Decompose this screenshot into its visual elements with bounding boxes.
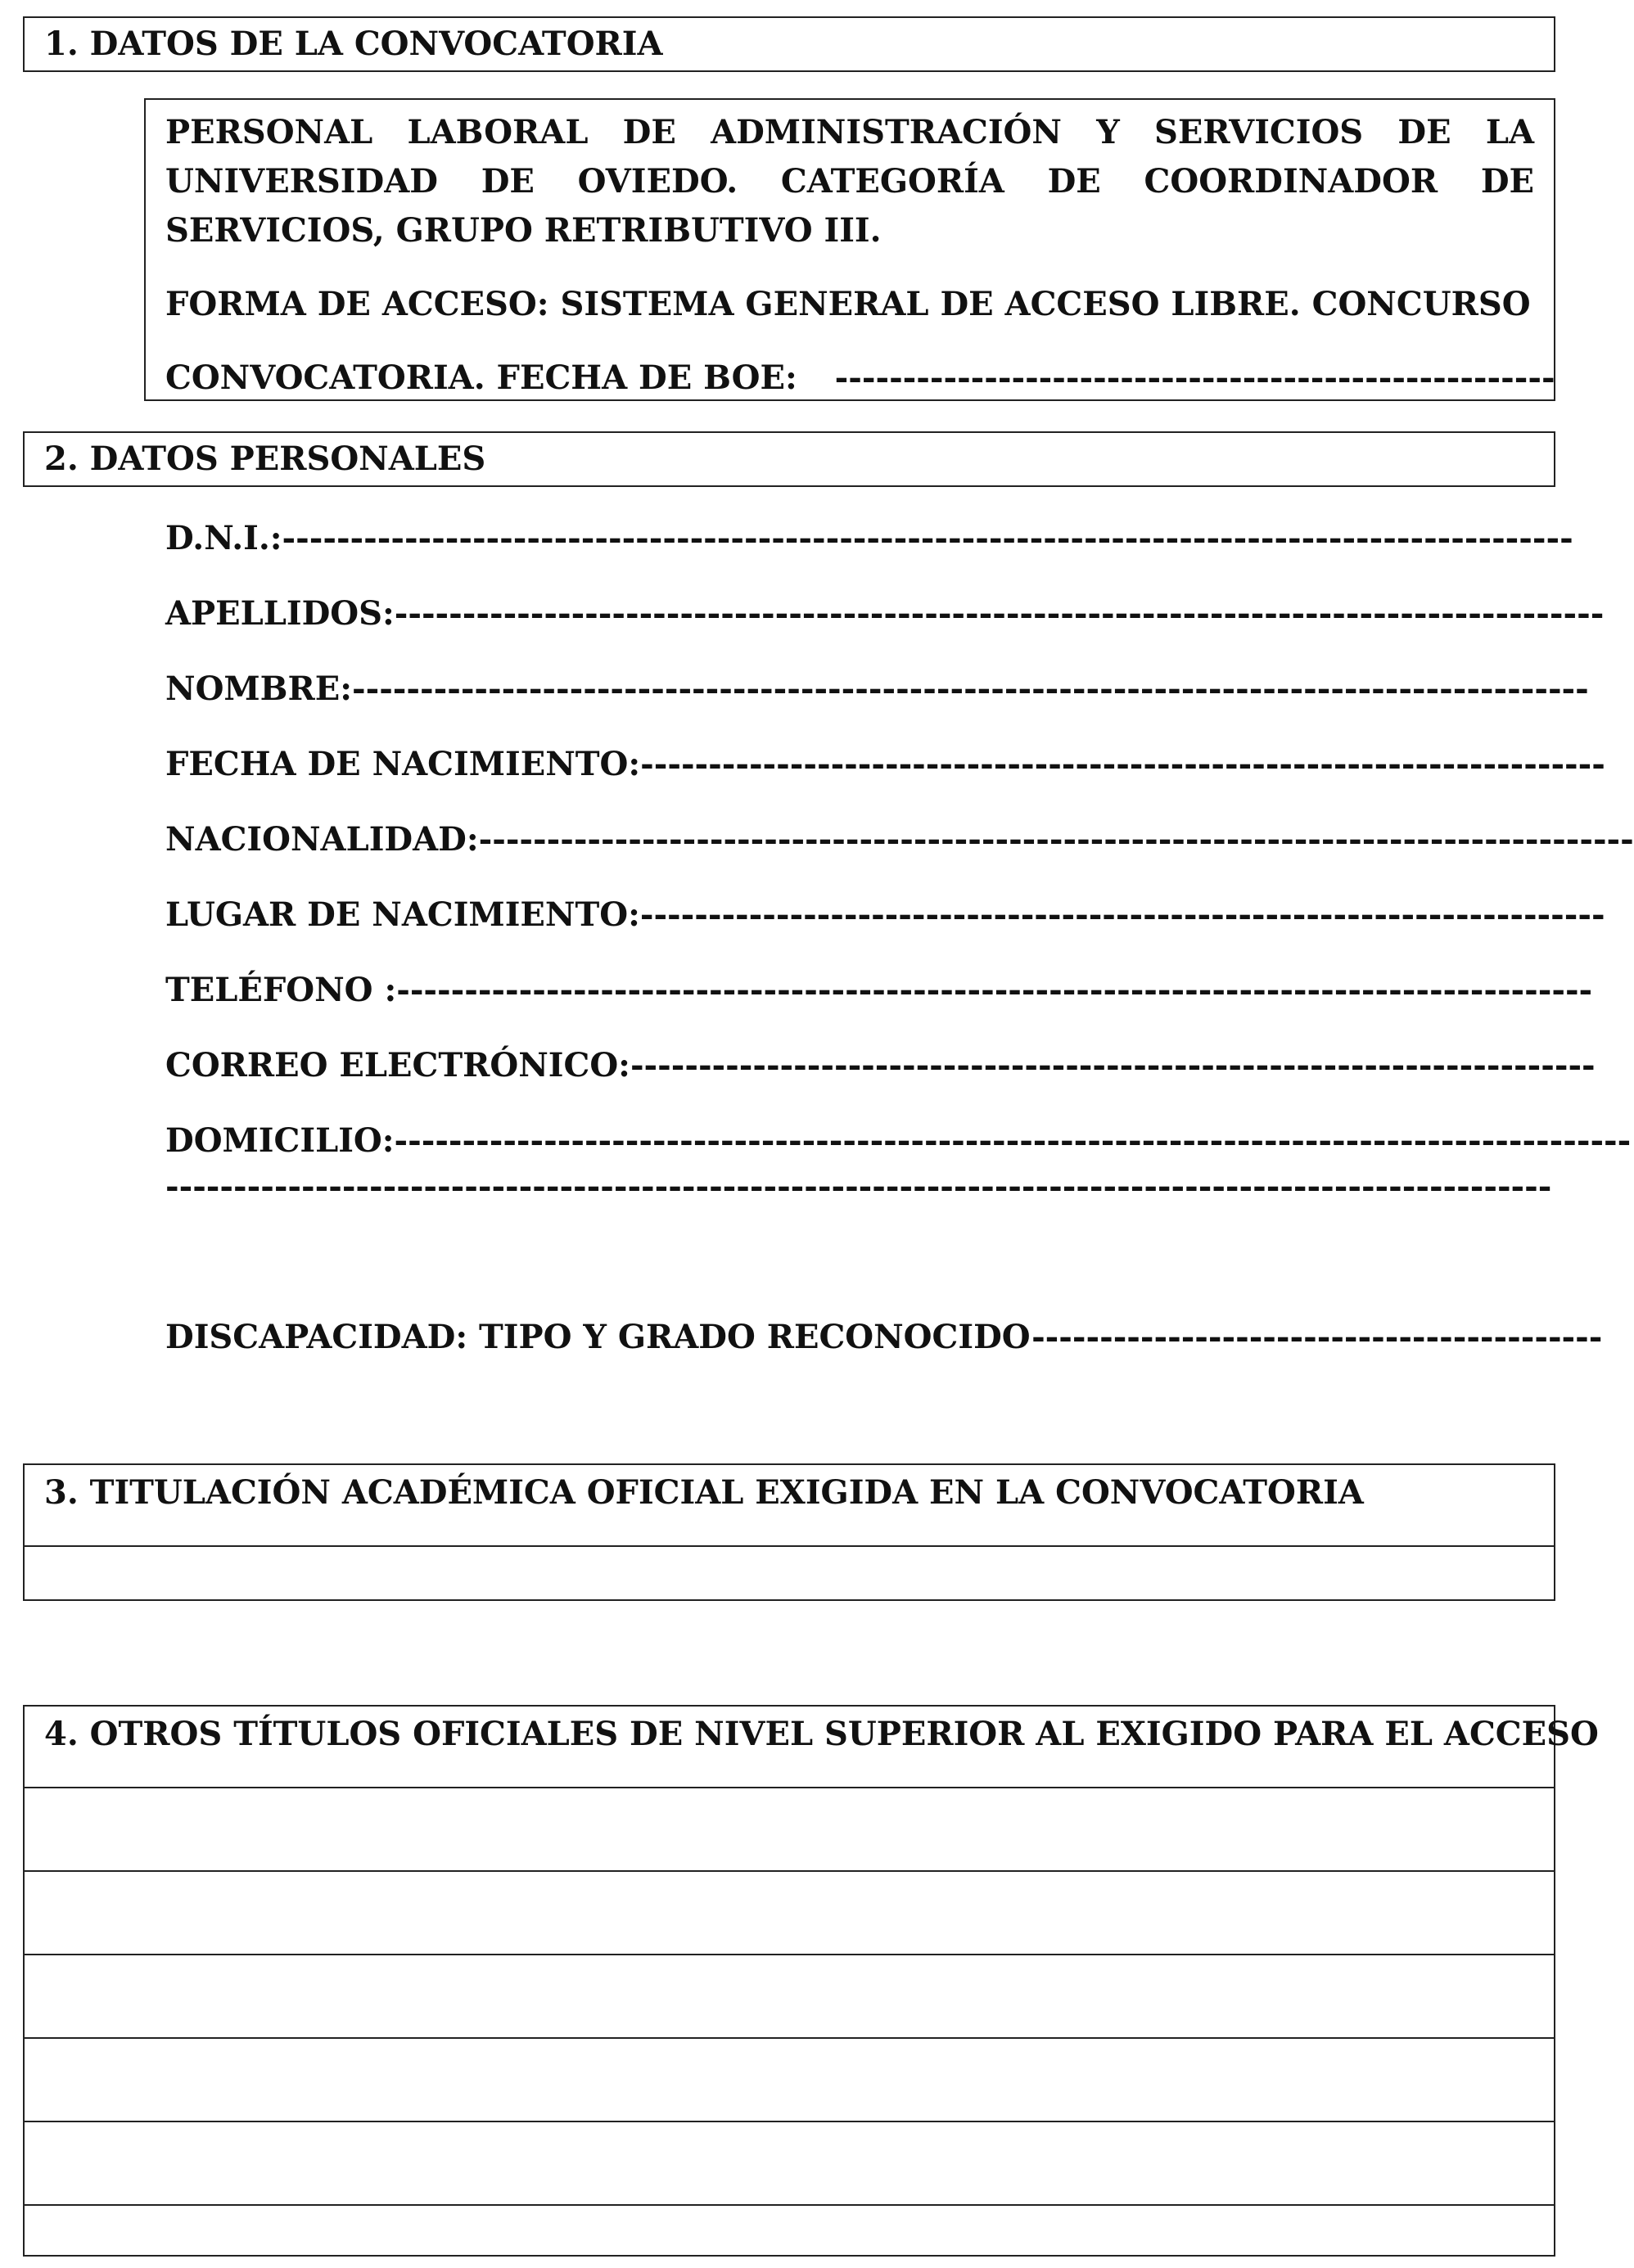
field-label: D.N.I.:	[165, 519, 282, 557]
field-dashes[interactable]: -------------------------------------------------------------------------------------------	[352, 670, 1589, 708]
field-label: NACIONALIDAD:	[165, 820, 479, 859]
field-dashes[interactable]: ------------------------------------------------------------------------------------------------------	[165, 1167, 1552, 1206]
fecha-boe-line	[165, 354, 1555, 403]
field-dni[interactable]	[165, 516, 1573, 561]
convocatoria-box	[144, 98, 1555, 401]
table-row[interactable]	[25, 1955, 1554, 2039]
section-4-title: 4. OTROS TÍTULOS OFICIALES DE NIVEL SUPERIOR AL EXIGIDO PARA EL ACCESO	[44, 1715, 1599, 1753]
section-2-title: 2. DATOS PERSONALES	[44, 440, 486, 478]
fecha-boe-label: CONVOCATORIA. FECHA DE BOE:	[165, 358, 797, 397]
section-2-header	[23, 431, 1555, 487]
field-dashes[interactable]: ------------------------------------------	[1031, 1318, 1603, 1356]
field-nacionalidad[interactable]	[165, 817, 1634, 863]
table-row[interactable]	[25, 2039, 1554, 2122]
titulacion-table	[23, 1463, 1555, 1601]
field-nombre[interactable]	[165, 666, 1589, 712]
titulacion-header	[25, 1465, 1554, 1547]
fecha-boe-field[interactable]: -----------------------------------------------------	[834, 358, 1555, 397]
forma-acceso: FORMA DE ACCESO: SISTEMA GENERAL DE ACCESO LIBRE. CONCURSO	[165, 285, 1531, 323]
field-dashes[interactable]: ----------------------------------------------------------------------------------------	[396, 971, 1593, 1009]
field-correo[interactable]	[165, 1043, 1596, 1089]
otros-titulos-header	[25, 1707, 1599, 1788]
field-label: DOMICILIO:	[165, 1121, 395, 1160]
table-row[interactable]	[25, 1872, 1554, 1955]
field-fecha-nacimiento[interactable]	[165, 742, 1605, 787]
field-dashes[interactable]: -----------------------------------------------------------------------	[639, 895, 1605, 934]
field-domicilio[interactable]	[165, 1118, 1632, 1164]
field-dashes[interactable]: -------------------------------------------------------------------------------------------	[394, 1121, 1632, 1160]
table-row[interactable]	[25, 2122, 1554, 2206]
field-label: CORREO ELECTRÓNICO:	[165, 1046, 630, 1084]
field-dashes[interactable]: -----------------------------------------------------------------------	[640, 745, 1605, 783]
field-dashes[interactable]: -----------------------------------------------------------------------	[630, 1046, 1596, 1084]
field-label: NOMBRE:	[165, 670, 352, 708]
field-label: DISCAPACIDAD: TIPO Y GRADO RECONOCIDO	[165, 1318, 1032, 1356]
field-label: LUGAR DE NACIMIENTO:	[165, 895, 640, 934]
field-lugar-nacimiento[interactable]	[165, 892, 1605, 938]
field-telefono[interactable]	[165, 967, 1593, 1013]
field-dashes[interactable]: -----------------------------------------------------------------------------------------	[394, 594, 1605, 633]
section-1-header	[23, 16, 1555, 72]
convocatoria-title: PERSONAL LABORAL DE ADMINISTRACIÓN Y SERVICIOS DE LA UNIVERSIDAD DE OVIEDO. CATEGORÍA DE COORDINADOR DE SERVICIOS, GRUPO RETRIBUTIVO III.	[165, 113, 1534, 250]
table-row[interactable]	[25, 1547, 1554, 1599]
field-dashes[interactable]: -----------------------------------------------------------------------------------------------	[282, 519, 1573, 557]
field-apellidos[interactable]	[165, 591, 1605, 637]
section-1-title: 1. DATOS DE LA CONVOCATORIA	[44, 25, 663, 63]
table-row[interactable]	[25, 1788, 1554, 1872]
field-discapacidad[interactable]	[165, 1314, 1603, 1360]
otros-titulos-table	[23, 1705, 1599, 2257]
field-label: TELÉFONO :	[165, 971, 397, 1009]
section-3-title: 3. TITULACIÓN ACADÉMICA OFICIAL EXIGIDA EN LA CONVOCATORIA	[44, 1473, 1364, 1512]
field-label: FECHA DE NACIMIENTO:	[165, 745, 641, 783]
table-row[interactable]	[25, 2206, 1554, 2257]
field-label: APELLIDOS:	[165, 594, 395, 633]
field-domicilio-line-2[interactable]	[165, 1164, 1552, 1210]
field-dashes[interactable]: -------------------------------------------------------------------------------------	[478, 820, 1634, 859]
